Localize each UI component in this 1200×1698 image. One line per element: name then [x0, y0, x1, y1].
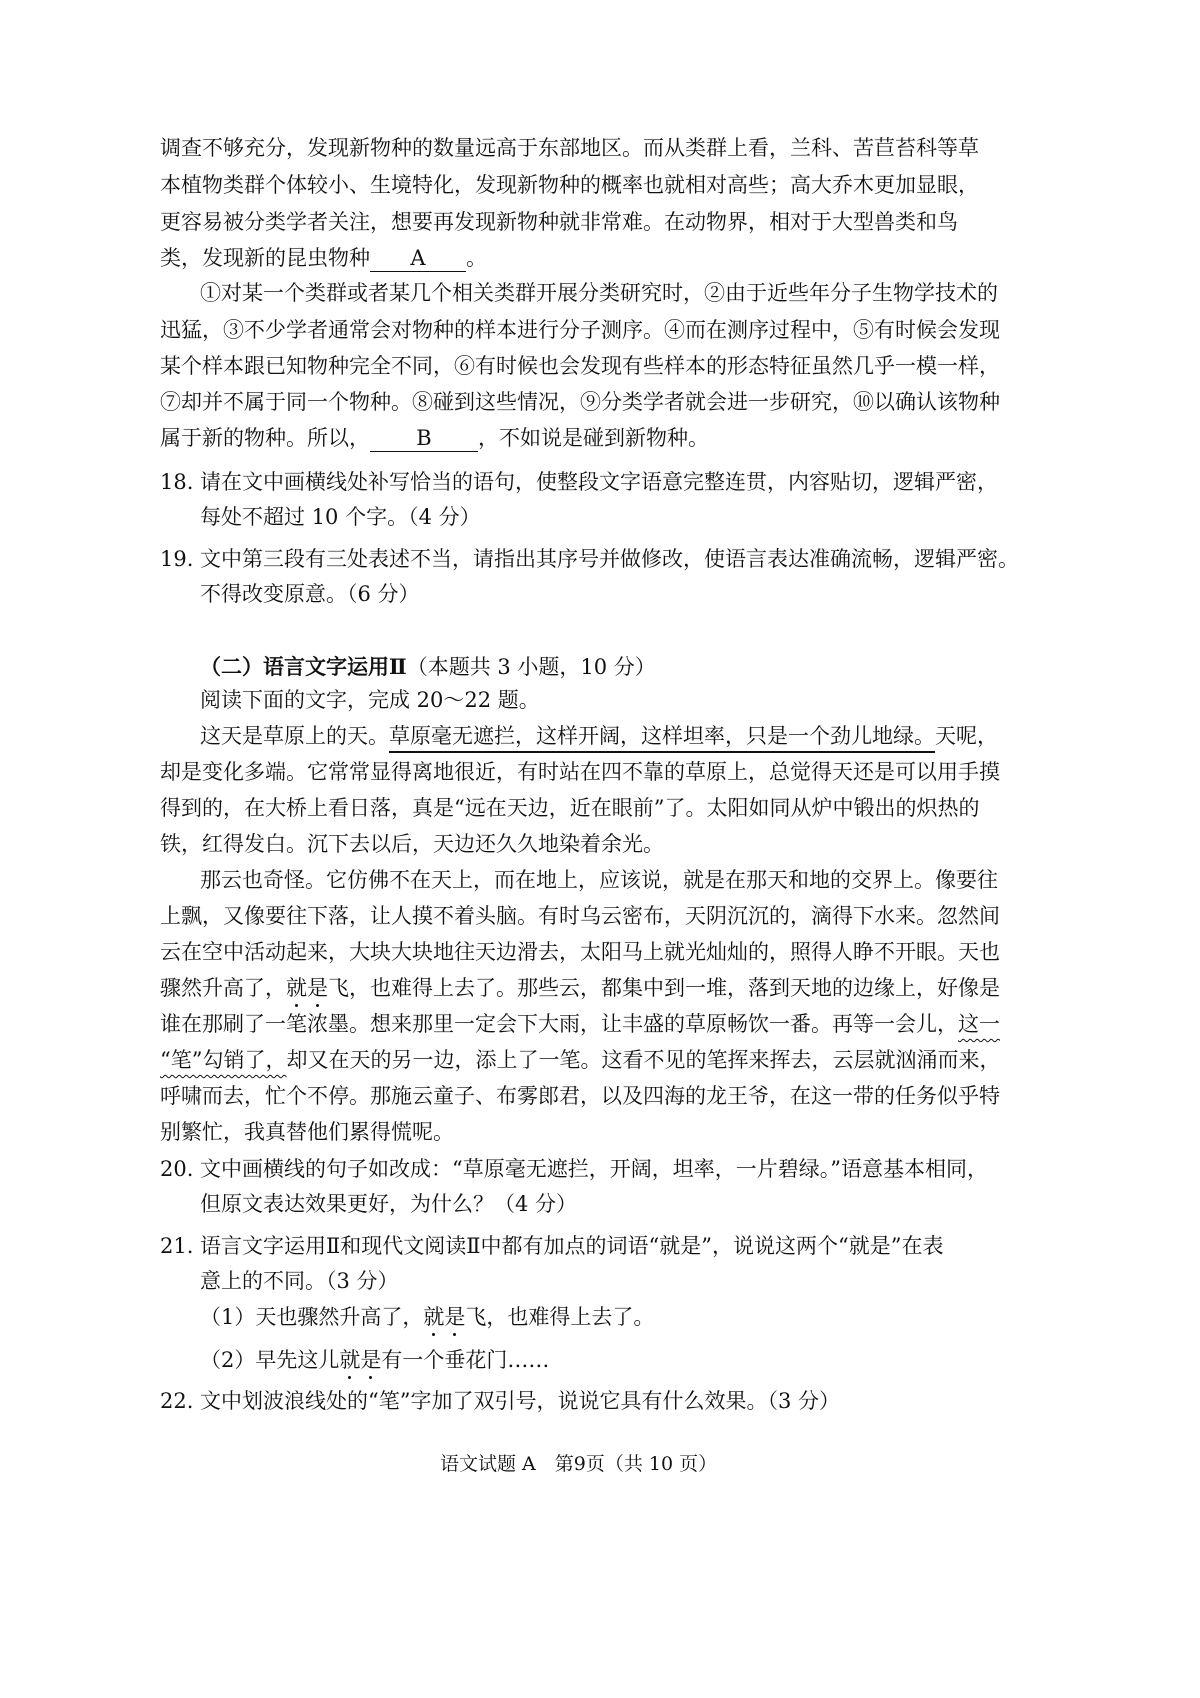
- passage-line: [160, 1050, 1000, 1071]
- text-run: 却又在天的另一边，添上了一笔。这看不见的笔挥来挥去，云层就汹涌而来，: [286, 1048, 1001, 1072]
- question-18-text: 每处不超过 10 个字。（4 分）: [200, 505, 481, 529]
- text-run: （2）早先这儿: [200, 1348, 340, 1372]
- text-run: 。: [466, 246, 487, 270]
- text-run: 有一个垂花门……: [381, 1348, 550, 1372]
- sub-item: [200, 1350, 549, 1371]
- passage-line: 得到的，在大桥上看日落，真是“远在天边，近在眼前”了。太阳如同从炉中锻出的炽热的: [160, 796, 980, 820]
- question-18-text: 请在文中画横线处补写恰当的语句，使整段文字语意完整连贯，内容贴切，逻辑严密，: [200, 470, 998, 494]
- dotted-char: 是: [360, 1348, 382, 1372]
- underlined-sentence: 草原毫无遮拦，这样开阔，这样坦率，只是一个劲儿地绿。: [389, 724, 935, 753]
- question-22-text: 文中划波浪线处的“笔”字加了双引号，说说它具有什么效果。（3 分）: [200, 1389, 841, 1413]
- instruction-text: 阅读下面的文字，完成 20～22 题。: [200, 688, 540, 712]
- text-run: 天呢，: [935, 724, 998, 748]
- dotted-char: 就: [423, 1305, 445, 1329]
- text-run: 飞，也难得上去了。那些云，都集中到一堆，落到天地的边缘上，好像是: [328, 976, 1000, 1000]
- question-21-text: 意上的不同。（3 分）: [200, 1269, 399, 1293]
- text-run: ，不如说是碰到新物种。: [478, 426, 709, 450]
- question-number: 22.: [160, 1389, 194, 1413]
- passage-line: [160, 978, 1000, 999]
- dotted-char: 是: [307, 976, 328, 1000]
- paragraph-line: 某个样本跟已知物种完全不同，⑥有时候也会发现有些样本的形态特征虽然几乎一模一样，: [160, 354, 1000, 378]
- passage-line: 铁，红得发白。沉下去以后，天边还久久地染着余光。: [160, 832, 664, 856]
- text-run: 这天是草原上的天。: [200, 724, 389, 748]
- dotted-char: 就: [339, 1348, 361, 1372]
- paragraph-line: ⑦却并不属于同一个物种。⑧碰到这些情况，⑨分类学者就会进一步研究，⑩以确认该物种: [160, 390, 1000, 414]
- paragraph-line: [160, 248, 487, 272]
- wavy-underline-text: 这一: [958, 1012, 1000, 1036]
- dotted-char: 是: [444, 1305, 466, 1329]
- paragraph-line: [160, 428, 709, 452]
- section-note: （本题共 3 小题，10 分）: [406, 655, 656, 679]
- question-number: 18.: [160, 470, 194, 494]
- passage-line: [160, 1014, 1000, 1035]
- paragraph-line: 迅猛，③不少学者通常会对物种的样本进行分子测序。④而在测序过程中，⑤有时候会发现: [160, 318, 1000, 342]
- question-20-text: 但原文表达效果更好，为什么？（4 分）: [200, 1192, 578, 1216]
- paragraph-line: 更容易被分类学者关注，想要再发现新物种就非常难。在动物界，相对于大型兽类和鸟: [160, 210, 958, 234]
- passage-line: 云在空中活动起来，大块大块地往天边滑去，太阳马上就光灿灿的，照得人睁不开眼。天也: [160, 940, 1000, 964]
- text-run: （1）天也骤然升高了，: [200, 1305, 424, 1329]
- question-20-text: 文中画横线的句子如改成：“草原毫无遮拦，开阔，坦率，一片碧绿。”语意基本相同，: [200, 1157, 988, 1181]
- text-run: 骤然升高了，: [160, 976, 286, 1000]
- question-number: 21.: [160, 1234, 194, 1258]
- question-number: 20.: [160, 1157, 194, 1181]
- question-19-text: 不得改变原意。（6 分）: [200, 582, 420, 606]
- fill-blank-a: A: [370, 248, 466, 272]
- passage-line: 呼啸而去，忙个不停。那施云童子、布雾郎君，以及四海的龙王爷，在这一带的任务似乎特: [160, 1084, 1000, 1108]
- sub-item: [200, 1307, 654, 1328]
- text-run: 类，发现新的昆虫物种: [160, 246, 370, 270]
- page-footer: 语文试题 A 第9页（共 10 页）: [440, 1453, 718, 1475]
- section-title: （二）语言文字运用Ⅱ: [200, 654, 407, 679]
- text-run: 飞，也难得上去了。: [465, 1305, 655, 1329]
- passage-line: 却是变化多端。它常常显得离地很近，有时站在四不靠的草原上，总觉得天还是可以用手摸: [160, 760, 1000, 784]
- text-run: 属于新的物种。所以，: [160, 426, 370, 450]
- paragraph-line: 调查不够充分，发现新物种的数量远高于东部地区。而从类群上看，兰科、苦苣苔科等草: [160, 136, 979, 160]
- dotted-char: 就: [286, 976, 307, 1000]
- question-21-text: 语言文字运用Ⅱ和现代文阅读Ⅱ中都有加点的词语“就是”，说说这两个“就是”在表: [200, 1234, 944, 1258]
- question-19-text: 文中第三段有三处表述不当，请指出其序号并做修改，使语言表达准确流畅，逻辑严密。: [200, 547, 1019, 571]
- question-number: 19.: [160, 547, 194, 571]
- text-run: 谁在那刷了一笔浓墨。想来那里一定会下大雨，让丰盛的草原畅饮一番。再等一会儿，: [160, 1012, 958, 1036]
- passage-line: 那云也奇怪。它仿佛不在天上，而在地上，应该说，就是在那天和地的交界上。像要往: [200, 868, 998, 892]
- passage-line: 上飘，又像要往下落，让人摸不着头脑。有时乌云密布，天阴沉沉的，滴得下水来。忽然间: [160, 904, 1000, 928]
- section-heading: [200, 656, 656, 678]
- passage-line: 别繁忙，我真替他们累得慌呢。: [160, 1120, 454, 1144]
- wavy-underline-text: “笔”勾销了，: [160, 1048, 287, 1072]
- fill-blank-b: B: [370, 428, 478, 452]
- passage-line: [200, 726, 998, 747]
- paragraph-line: ①对某一个类群或者某几个相关类群开展分类研究时，②由于近些年分子生物学技术的: [200, 281, 998, 305]
- paragraph-line: 本植物类群个体较小、生境特化，发现新物种的概率也就相对高些；高大乔木更加显眼，: [160, 173, 979, 197]
